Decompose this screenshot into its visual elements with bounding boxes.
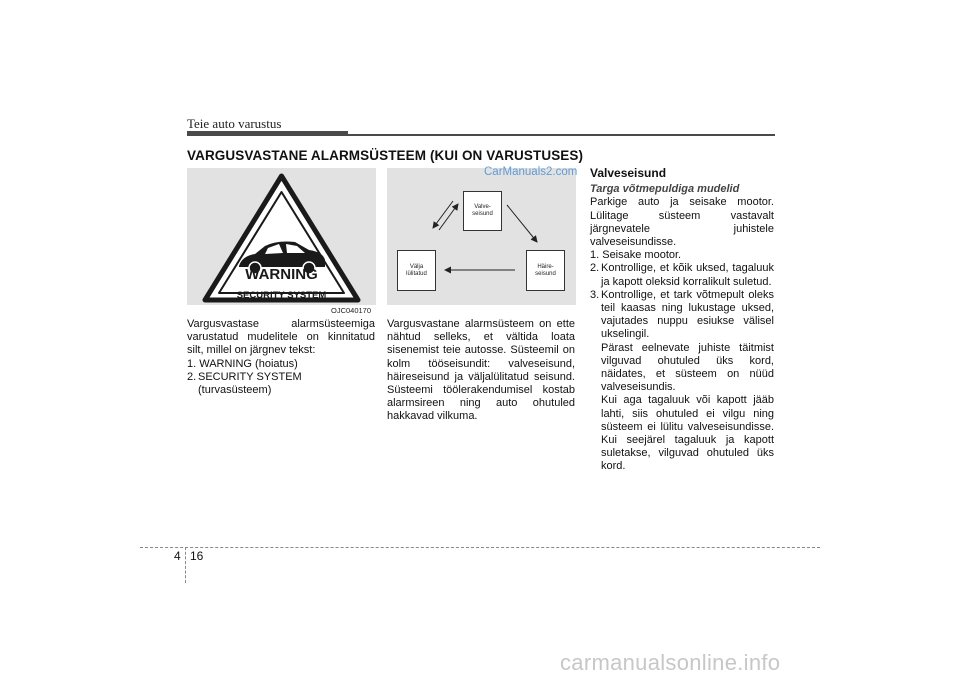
col1-item-2-text: SECURITY SYSTEM (turvasüsteem) [198,370,302,397]
col2-text: Vargusvastane alarmsüsteem on ette nähtud selleks, et vältida loata sisenemist teie autosse. Süsteemil on kolm tööseisundit: valveseisund, häireseisund ja väljalülitatud seisund. Süsteemi töölerakendumisel kostab alarmsireen ning auto ohutuled hakkavad vilkuma. [387,318,575,423]
site-watermark: carmanualsonline.info [560,650,781,675]
page-number: 16 [190,549,204,563]
state-armed-label-1: Valve- [474,204,491,210]
section-title: VARGUSVASTANE ALARMSÜSTEEM (KUI ON VARUSTUSES) [187,148,584,163]
column-3 [590,167,774,474]
state-box-alarm [526,250,565,291]
arrow-armed-to-alarm [507,205,537,242]
col3-item-3-num: 3. [590,288,600,301]
sticker-warning-text: WARNING [245,266,318,283]
footer-rule [140,547,820,548]
header-rule [348,134,775,136]
col1-item-2 [187,371,375,397]
col1-intro: Vargusvastase alarmsüsteemiga varustatud mudelitele on kinnitatud silt, millel on järgnev tekst: [187,318,375,357]
col3-subheading: Targa võtmepuldiga mudelid [590,183,740,196]
col3-item-3-text: Kontrollige, et tark võtmepult oleks teil kaasas ning lukustage uksed, vajutades nuppu esiukse välisel ukselingil. [601,288,774,341]
chapter-number: 4 [174,549,181,563]
col1-item-1: 1. WARNING (hoiatus) [187,357,298,370]
col3-item-2-text: Kontrollige, et kõik uksed, tagaluuk ja kapott oleksid korralikult suletud. [601,262,774,288]
column-2 [387,318,575,424]
state-armed-label-2: seisund [472,211,493,217]
col3-item-2 [590,262,774,288]
state-alarm-label-1: Häire- [537,263,554,270]
col1-item-2-num: 2. [187,370,197,383]
col3-item-3 [590,289,774,342]
col3-heading: Valveseisund [590,166,667,180]
chapter-header-title: Teie auto varustus [187,116,282,131]
state-alarm-label-2: seisund [535,270,556,277]
state-box-off [397,250,436,291]
state-off-label-1: Välja [409,263,424,270]
sticker-security-text: SECURITY SYSTEM [236,290,327,301]
state-off-label-2: lülitatud [406,270,427,277]
header-rule-accent [187,131,348,136]
warning-triangle-icon [187,168,376,305]
security-sticker-figure [187,168,376,305]
column-1 [187,318,375,397]
col3-para-2: Pärast eelnevate juhiste täitmist vilguvad ohutuled üks kord, näidates, et süsteem on nüüd valveseisundis. [601,341,774,394]
col3-item-1: 1. Seisake mootor. [590,249,682,262]
state-box-armed [463,191,502,231]
col3-item-2-num: 2. [590,262,600,275]
footer-separator [185,547,186,583]
figure-code: OJC040170 [331,306,372,315]
alarm-state-diagram [387,168,576,305]
carmanuals-watermark: CarManuals2.com [484,166,578,178]
col3-para-3: Kui aga tagaluuk või kapott jääb lahti, siis ohutuled ei vilgu ning süsteem ei lülitu valveseisundisse. Kui seejärel tagaluuk ja kapott suletakse, vilguvad ohutuled üks kord. [601,394,774,473]
col3-intro: Parkige auto ja seisake mootor. Lülitage süsteem vastavalt järgnevatele juhistele valveseisundisse. [590,196,774,249]
